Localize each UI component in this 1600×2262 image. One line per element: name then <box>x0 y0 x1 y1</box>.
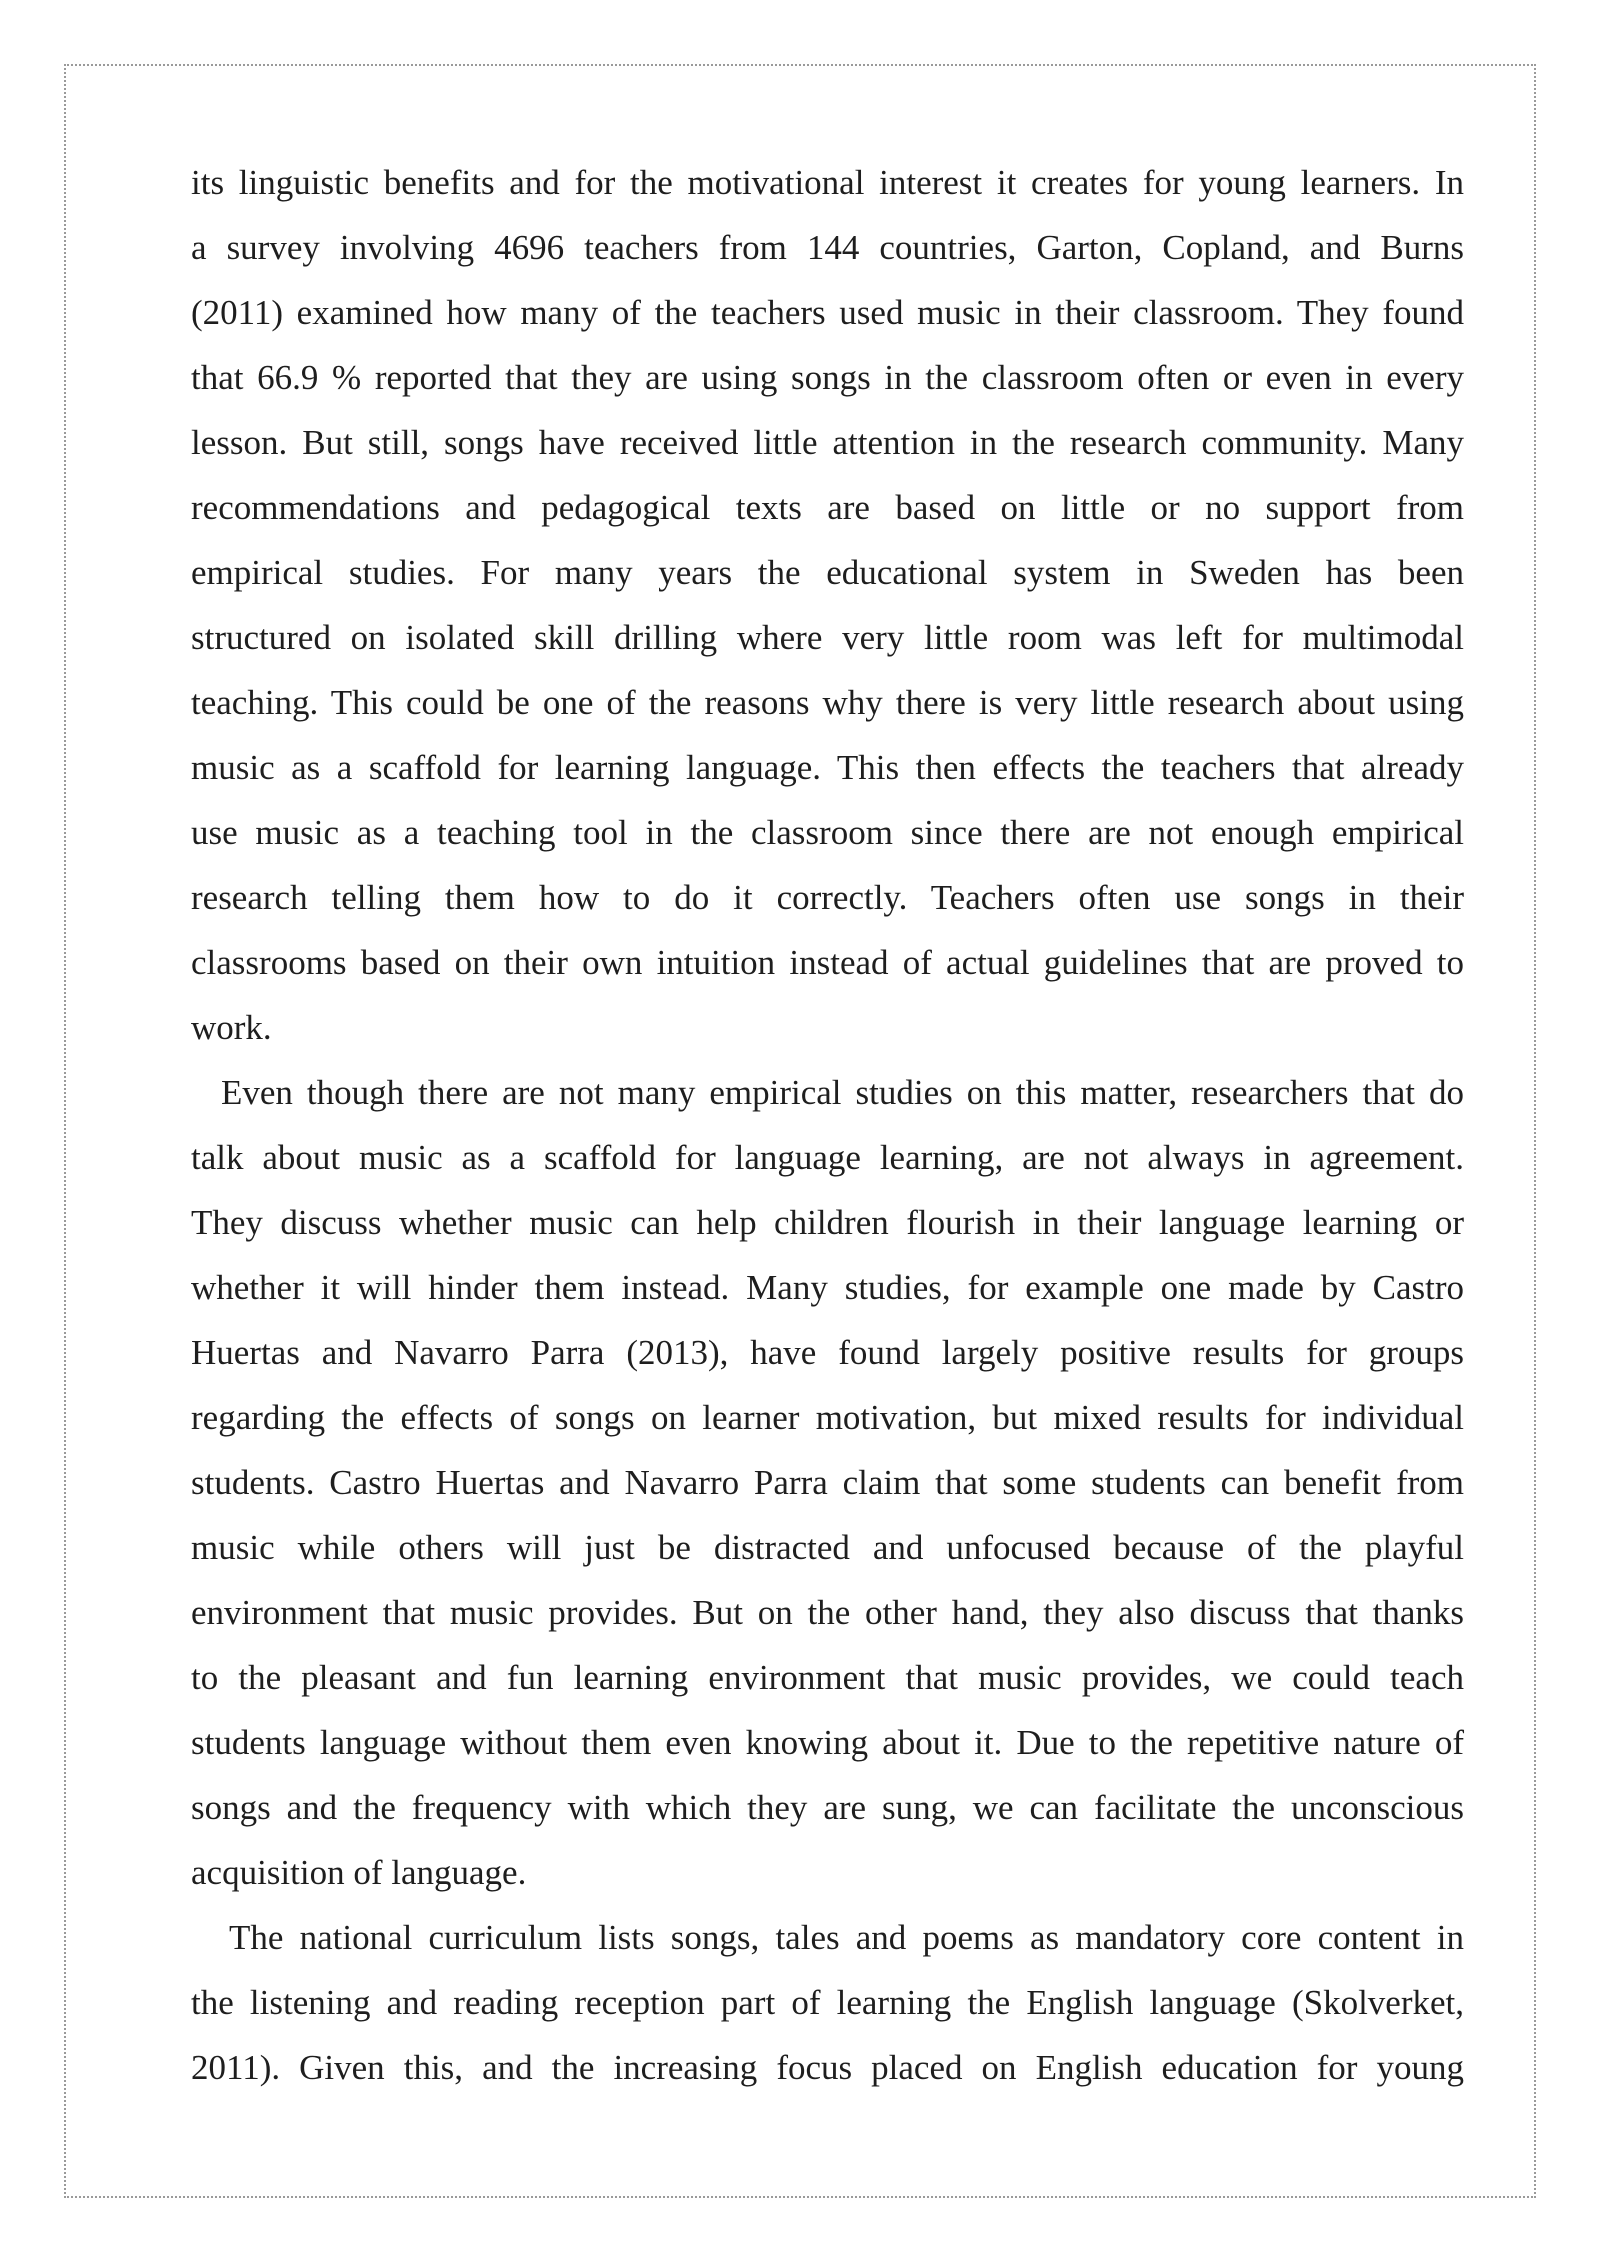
text-line: They discuss whether music can help children flourish in their language learning or <box>191 1203 1464 1242</box>
paragraph-2 <box>191 1060 1464 1905</box>
text-line: environment that music provides. But on the other hand, they also discuss that thanks <box>191 1593 1464 1632</box>
text-line: its linguistic benefits and for the motivational interest it creates for young learners. In <box>191 163 1464 202</box>
text-line: work. <box>191 1008 272 1047</box>
paragraph-1 <box>191 150 1464 1060</box>
text-line: 2011). Given this, and the increasing focus placed on English education for young <box>191 2048 1464 2087</box>
text-line: whether it will hinder them instead. Many studies, for example one made by Castro <box>191 1268 1464 1307</box>
text-line: Even though there are not many empirical studies on this matter, researchers that do <box>221 1073 1464 1112</box>
text-line: regarding the effects of songs on learner motivation, but mixed results for individual <box>191 1398 1464 1437</box>
text-line: acquisition of language. <box>191 1853 527 1892</box>
text-line: songs and the frequency with which they are sung, we can facilitate the unconscious <box>191 1788 1464 1827</box>
text-line: use music as a teaching tool in the classroom since there are not enough empirical <box>191 813 1464 852</box>
text-line: students. Castro Huertas and Navarro Parra claim that some students can benefit from <box>191 1463 1464 1502</box>
text-line: teaching. This could be one of the reasons why there is very little research about using <box>191 683 1464 722</box>
text-line: research telling them how to do it correctly. Teachers often use songs in their <box>191 878 1464 917</box>
text-line: The national curriculum lists songs, tales and poems as mandatory core content in <box>229 1918 1464 1957</box>
text-line: that 66.9 % reported that they are using songs in the classroom often or even in every <box>191 358 1464 397</box>
text-line: music as a scaffold for learning language. This then effects the teachers that already <box>191 748 1464 787</box>
text-line: classrooms based on their own intuition instead of actual guidelines that are proved to <box>191 943 1464 982</box>
text-line: music while others will just be distracted and unfocused because of the playful <box>191 1528 1464 1567</box>
text-line: the listening and reading reception part of learning the English language (Skolverket, <box>191 1983 1464 2022</box>
text-line: (2011) examined how many of the teachers used music in their classroom. They found <box>191 293 1464 332</box>
text-line: talk about music as a scaffold for language learning, are not always in agreement. <box>191 1138 1464 1177</box>
text-line: structured on isolated skill drilling where very little room was left for multimodal <box>191 618 1464 657</box>
paragraph-3 <box>191 1905 1464 2100</box>
text-line: to the pleasant and fun learning environment that music provides, we could teach <box>191 1658 1464 1697</box>
text-line: Huertas and Navarro Parra (2013), have found largely positive results for groups <box>191 1333 1464 1372</box>
text-line: empirical studies. For many years the educational system in Sweden has been <box>191 553 1464 592</box>
text-line: lesson. But still, songs have received little attention in the research community. Many <box>191 423 1464 462</box>
text-line: students language without them even knowing about it. Due to the repetitive nature of <box>191 1723 1464 1762</box>
text-line: a survey involving 4696 teachers from 144 countries, Garton, Copland, and Burns <box>191 228 1464 267</box>
body-text <box>191 150 1464 2100</box>
text-line: recommendations and pedagogical texts are based on little or no support from <box>191 488 1464 527</box>
